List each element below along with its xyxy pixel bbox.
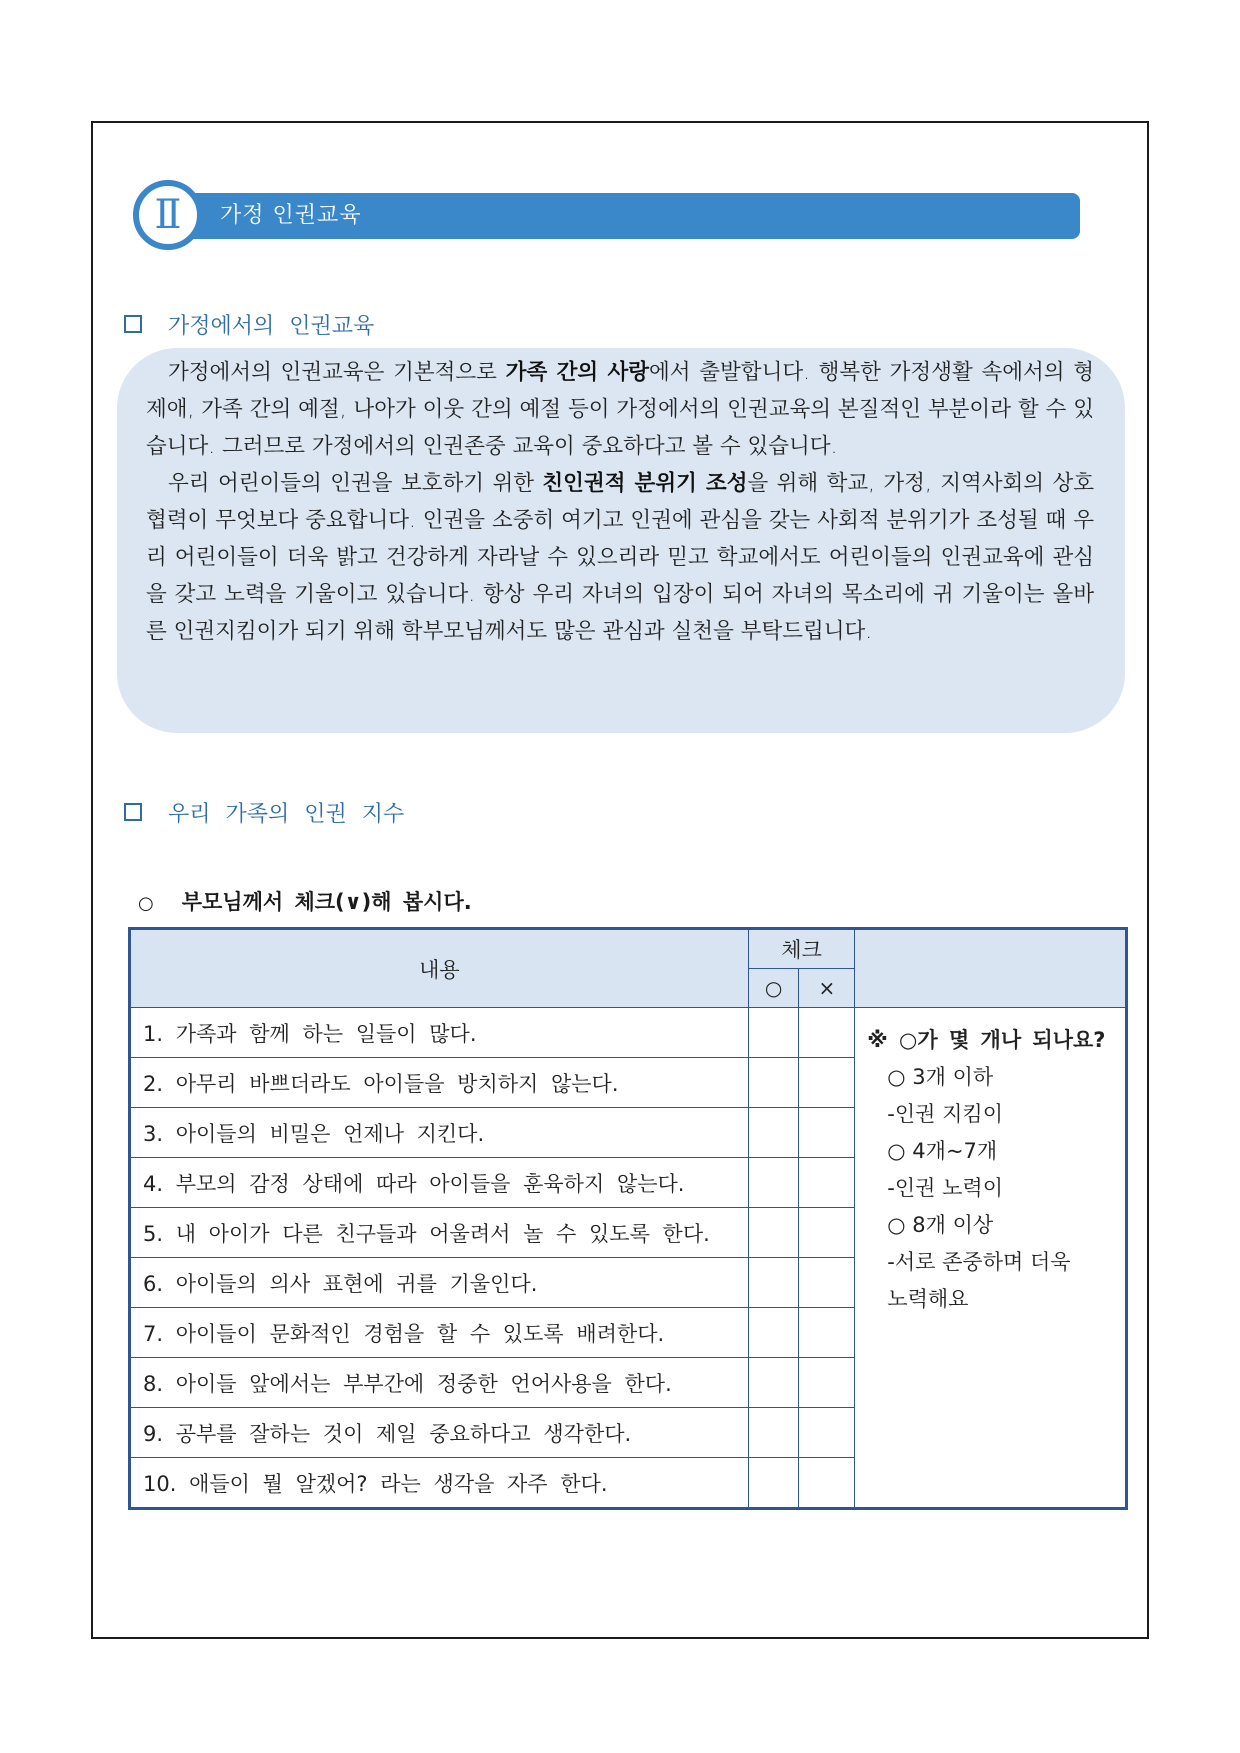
check-x-cell[interactable] [799,1158,855,1208]
instruction-text: 부모님께서 체크(∨)해 봅시다. [181,890,472,914]
section-title: 가정 인권교육 [220,203,362,228]
check-o-cell[interactable] [748,1108,798,1158]
score-range-1: ○ 3개 이하 [887,1065,994,1089]
section-numeral: Ⅱ [133,180,203,250]
check-o-cell[interactable] [748,1458,798,1509]
check-o-cell[interactable] [748,1308,798,1358]
item-text: 3. 아이들의 비밀은 언제나 지킨다. [130,1108,749,1158]
item-text: 6. 아이들의 의사 표현에 귀를 기울인다. [130,1258,749,1308]
checkbox-bullet-icon [124,315,142,333]
index-heading [124,800,404,830]
item-text: 4. 부모의 감정 상태에 따라 아이들을 훈육하지 않는다. [130,1158,749,1208]
intro-paragraph-1: 가정에서의 인권교육은 기본적으로 가족 간의 사랑에서 출발합니다. 행복한 가정생활 속에서의 형제애, 가족 간의 예절, 나아가 이웃 간의 예절 등이 가정에서의 인권교육의 본질적인 부분이라 할 수 있습니다. 그러므로 가정에서의 인권존중 교육이 중요하다고 볼 수 있습니다. [146,360,1095,459]
checklist-table [128,927,1128,1510]
item-text: 7. 아이들이 문화적인 경험을 할 수 있도록 배려한다. [130,1308,749,1358]
check-x-cell[interactable] [799,1408,855,1458]
header-content: 내용 [130,929,749,1008]
score-result-3: -서로 존중하며 더욱 노력해요 [887,1250,1071,1311]
score-guide-title: ※ ○가 몇 개나 되나요? [867,1028,1106,1052]
check-o-cell[interactable] [748,1008,798,1058]
score-result-1: -인권 지킴이 [887,1102,1003,1126]
check-x-cell[interactable] [799,1208,855,1258]
intro-heading [124,312,374,342]
item-text: 2. 아무리 바쁘더라도 아이들을 방치하지 않는다. [130,1058,749,1108]
item-text: 8. 아이들 앞에서는 부부간에 정중한 언어사용을 한다. [130,1358,749,1408]
check-x-cell[interactable] [799,1458,855,1509]
score-guide [855,1008,1127,1509]
item-text: 5. 내 아이가 다른 친구들과 어울려서 놀 수 있도록 한다. [130,1208,749,1258]
intro-text [146,354,1094,650]
check-o-cell[interactable] [748,1158,798,1208]
circle-bullet-icon: ○ [138,893,154,914]
check-o-cell[interactable] [748,1208,798,1258]
instruction [138,886,472,916]
score-result-2: -인권 노력이 [887,1176,1003,1200]
checkbox-bullet-icon [124,803,142,821]
item-text: 1. 가족과 함께 하는 일들이 많다. [130,1008,749,1058]
table-row [130,1008,1127,1058]
check-o-cell[interactable] [748,1258,798,1308]
header-check: 체크 [748,929,854,969]
check-x-cell[interactable] [799,1358,855,1408]
score-range-3: ○ 8개 이상 [887,1213,994,1237]
index-heading-text: 우리 가족의 인권 지수 [168,802,405,827]
check-x-cell[interactable] [799,1008,855,1058]
header-note [855,929,1127,1008]
intro-heading-text: 가정에서의 인권교육 [168,314,375,339]
intro-paragraph-2: 우리 어린이들의 인권을 보호하기 위한 친인권적 분위기 조성을 위해 학교, 가정, 지역사회의 상호협력이 무엇보다 중요합니다. 인권을 소중히 여기고 인권에 관심을 갖는 사회적 분위기가 조성될 때 우리 어린이들이 더욱 밝고 건강하게 자라날 수 있으리라 믿고 학교에서도 어린이들의 인권교육에 관심을 갖고 노력을 기울이고 있습니다. 항상 우리 자녀의 입장이 되어 자녀의 목소리에 귀 기울이는 올바른 인권지킴이가 되기 위해 학부모님께서도 많은 관심과 실천을 부탁드립니다. [146,471,1094,644]
header-circle: ○ [748,969,798,1008]
item-text: 10. 애들이 뭘 알겠어? 라는 생각을 자주 한다. [130,1458,749,1509]
check-o-cell[interactable] [748,1358,798,1408]
score-range-2: ○ 4개~7개 [887,1139,998,1163]
check-o-cell[interactable] [748,1408,798,1458]
check-o-cell[interactable] [748,1058,798,1108]
check-x-cell[interactable] [799,1308,855,1358]
check-x-cell[interactable] [799,1108,855,1158]
header-cross: × [799,969,855,1008]
item-text: 9. 공부를 잘하는 것이 제일 중요하다고 생각한다. [130,1408,749,1458]
check-x-cell[interactable] [799,1058,855,1108]
check-x-cell[interactable] [799,1258,855,1308]
